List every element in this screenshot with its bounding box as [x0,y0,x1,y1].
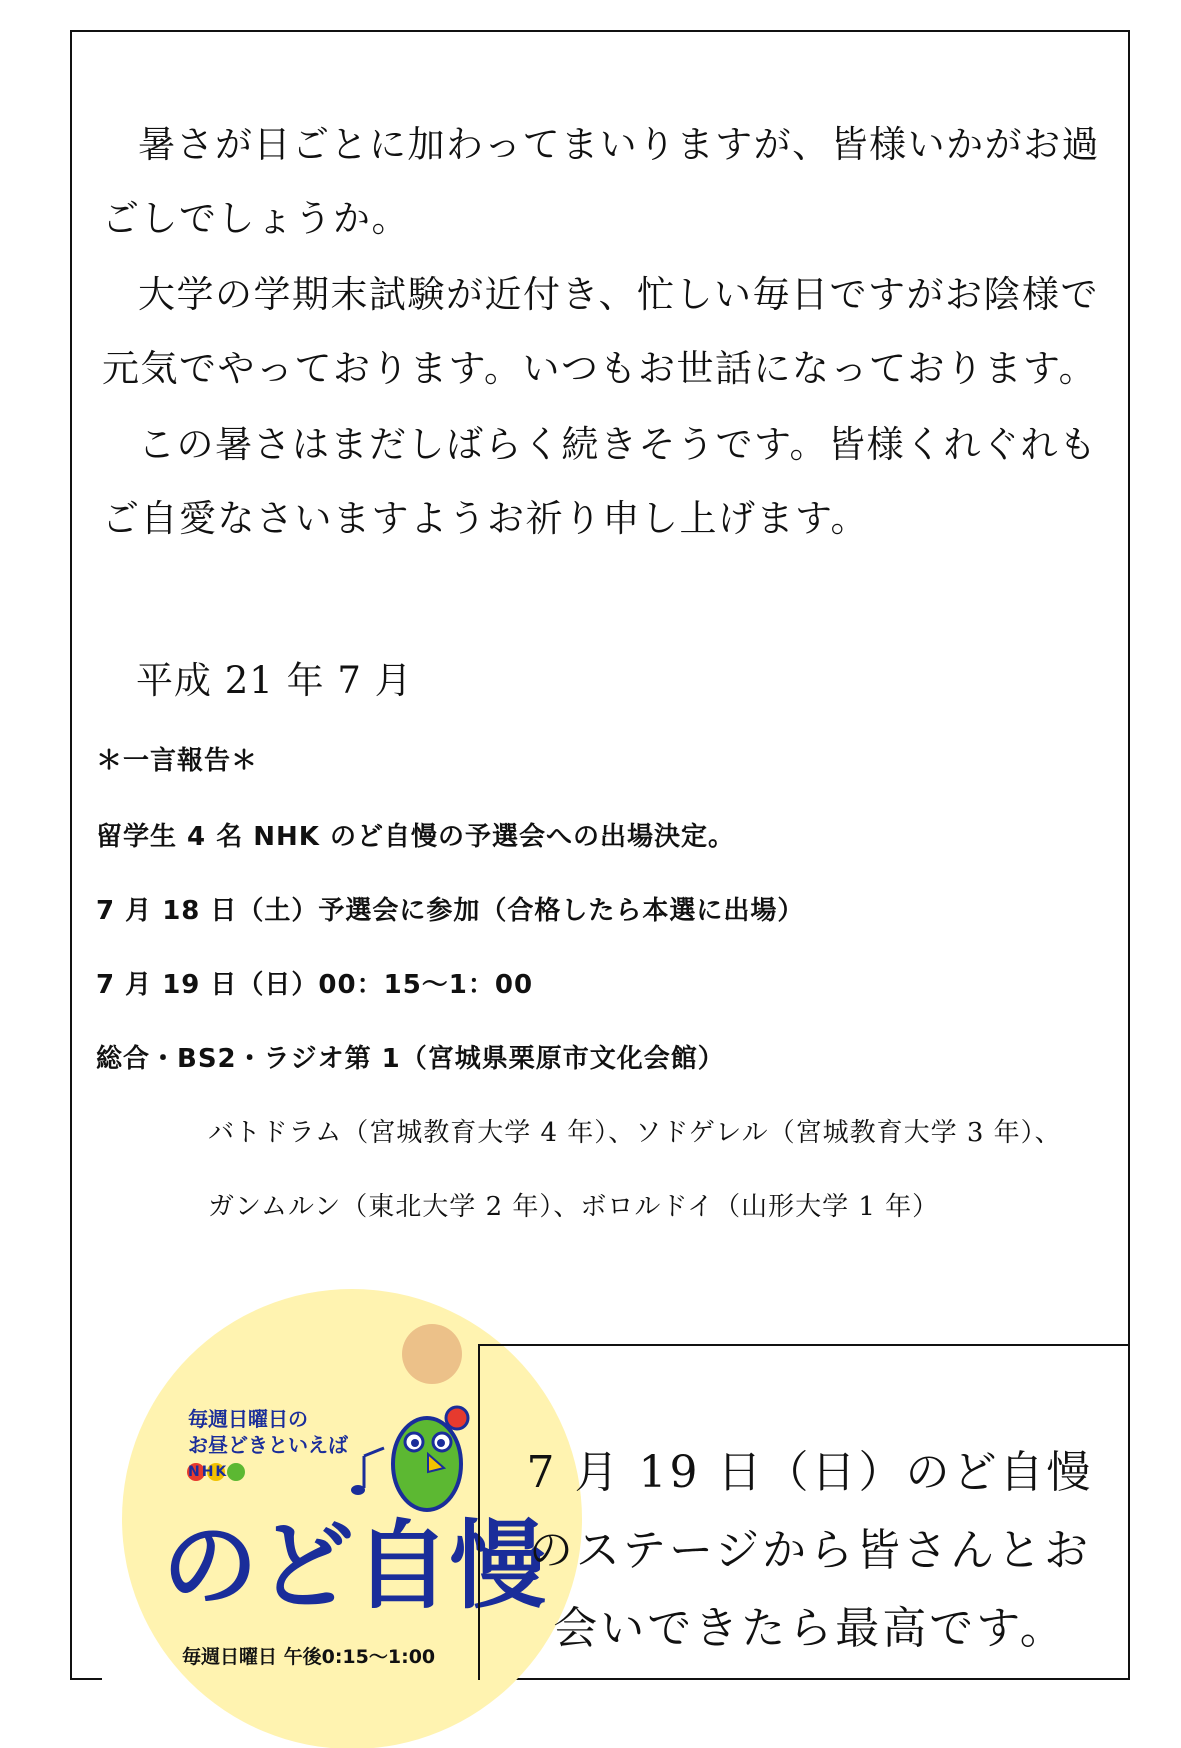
logo-schedule: 毎週日曜日 午後0:15〜1:00 [182,1646,436,1668]
logo-tagline-2: お昼どきといえば [188,1433,348,1457]
report-line-1: 留学生 4 名 NHK のど自慢の予選会への出場決定。 [96,822,735,852]
logo-nhk-label: NHK [188,1464,229,1480]
report-line-2: 7 月 18 日（土）予選会に参加（合格したら本選に出場） [96,896,805,926]
report-line-4: 総合・BS2・ラジオ第 1（宮城県栗原市文化会館） [96,1044,725,1074]
logo-graphic [102,1344,546,1682]
letter-date: 平成 21 年 7 月 [136,659,413,702]
paragraph-closing: この暑さはまだしばらく続きそうです。皆様くれぐれもご自愛なさいますようお祈り申し上げます。 [102,423,1098,540]
document-frame [70,30,1130,1680]
participants-line-2: ガンムルン（東北大学 2 年）、ボロルドイ（山形大学 1 年） [208,1192,940,1222]
report-heading: ＊一言報告＊ [96,746,259,776]
message-text: 7 月 19 日（日）のど自慢のステージから皆さんとお会いできたら最高です。 [526,1447,1094,1654]
paragraph-greeting: 暑さが日ごとに加わってまいりますが、皆様いかがお過ごしでしょうか。 [102,123,1101,240]
logo-tagline [188,1406,348,1458]
nodojiman-logo [102,1344,546,1682]
logo-tagline-1: 毎週日曜日の [188,1407,308,1431]
paragraph-status: 大学の学期末試験が近付き、忙しい毎日ですがお陰様で元気でやっております。いつもお世話になっております。 [102,273,1100,390]
participants-line-1: バトドラム（宮城教育大学 4 年）、ソドゲレル（宮城教育大学 3 年）、 [208,1118,1062,1148]
flower-decoration [402,1324,462,1384]
report-line-3: 7 月 19 日（日）00：15〜1：00 [96,970,534,1000]
logo-title: のど自慢 [162,1510,546,1622]
message-box [478,1344,1130,1680]
